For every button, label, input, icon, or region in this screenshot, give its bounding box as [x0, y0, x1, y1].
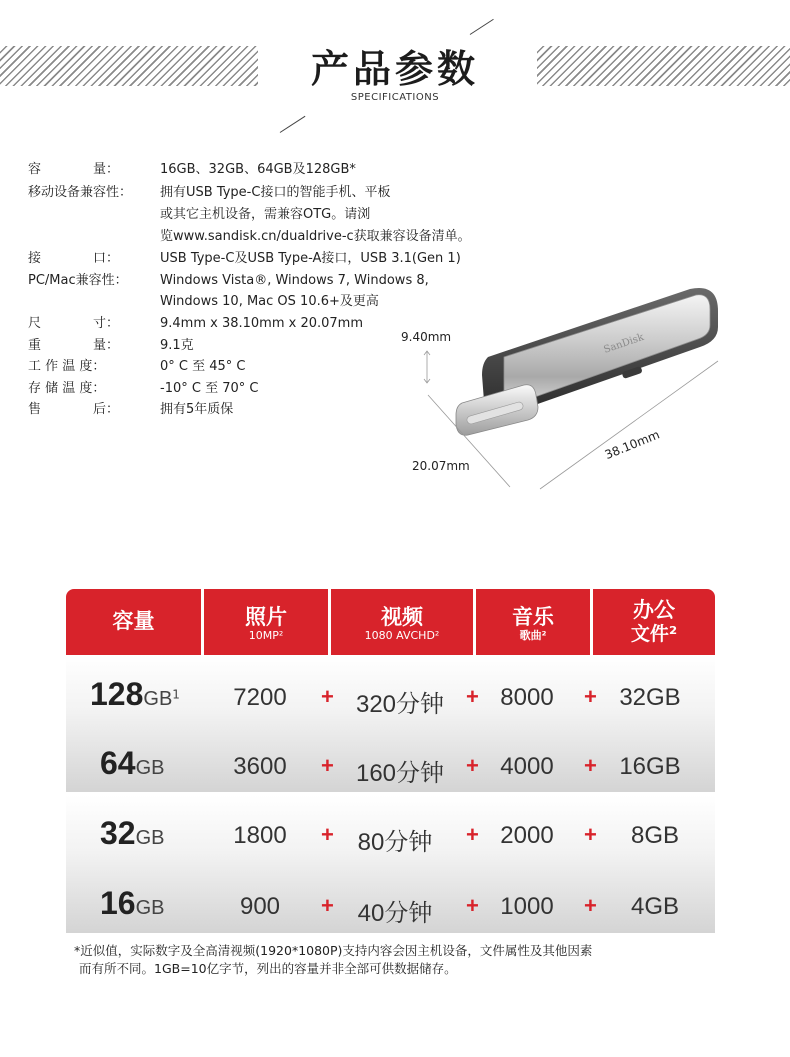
th-video: 视频 1080 AVCHD²	[331, 589, 473, 655]
footnote-line-2: 而有所不同。1GB=10亿字节，列出的容量并非全部可供数据储存。	[79, 961, 457, 976]
spec-row-op-temp: 工 作 温 度： 0° C 至 45° C	[28, 359, 246, 374]
row-video: 80分钟	[357, 829, 433, 856]
plus-sign: +	[466, 753, 479, 778]
row-office: 16GB	[619, 753, 681, 780]
spec-row-compat-cont-1: 或其它主机设备，需兼容OTG。请浏	[160, 207, 371, 222]
row-capacity: 64GB	[100, 745, 165, 781]
spec-row-interface: 接 口： USB Type-C及USB Type-A接口，USB 3.1(Gen 1)	[28, 251, 461, 266]
row-music: 8000	[500, 684, 554, 711]
footnote	[74, 942, 724, 978]
plus-sign: +	[466, 822, 479, 847]
capacity-table-header	[66, 589, 715, 655]
plus-sign: +	[321, 822, 334, 847]
spec-row-compat-cont-2: 览www.sandisk.cn/dualdrive-c获取兼容设备清单。	[160, 229, 471, 244]
header-deco-line-bottom	[280, 116, 306, 133]
row-capacity: 16GB	[100, 885, 165, 921]
row-video: 160分钟	[355, 760, 445, 787]
spec-row-pcmac: PC/Mac兼容性： Windows Vista®, Windows 7, Windows 8,	[28, 273, 429, 288]
plus-sign: +	[584, 893, 597, 918]
plus-sign: +	[321, 893, 334, 918]
row-music: 1000	[500, 893, 554, 920]
row-photo: 3600	[233, 753, 287, 780]
header-deco-line-top	[470, 19, 494, 35]
drive-brand-text: SanDisk	[602, 331, 646, 356]
page-title: 产品参数	[310, 47, 479, 91]
th-capacity: 容量	[66, 589, 201, 655]
row-capacity: 32GB	[100, 815, 165, 851]
plus-sign: +	[321, 684, 334, 709]
row-video: 40分钟	[357, 900, 433, 927]
page-subtitle: SPECIFICATIONS	[350, 92, 440, 103]
th-office: 办公 文件²	[593, 589, 715, 655]
spec-row-pcmac-cont: Windows 10, Mac OS 10.6+及更高	[160, 294, 379, 309]
spec-row-storage-temp: 存 储 温 度： -10° C 至 70° C	[28, 381, 259, 396]
plus-sign: +	[321, 753, 334, 778]
row-music: 4000	[500, 753, 554, 780]
dim-label-width: 20.07mm	[412, 459, 470, 473]
row-photo: 900	[239, 893, 281, 920]
spec-row-compat: 移动设备兼容性： 拥有USB Type-C接口的智能手机、平板	[28, 185, 391, 200]
plus-sign: +	[584, 684, 597, 709]
row-video: 320分钟	[355, 691, 445, 718]
footnote-line-1: *近似值，实际数字及全高清视频(1920*1080P)支持内容会因主机设备，文件属性及其他因素	[74, 943, 593, 958]
row-office: 32GB	[619, 684, 681, 711]
th-photo: 照片 10MP²	[204, 589, 328, 655]
plus-sign: +	[584, 753, 597, 778]
row-capacity: $128GB^1$	[90, 676, 180, 712]
row-photo: 1800	[233, 822, 287, 849]
row-photo: 7200	[233, 684, 287, 711]
plus-sign: +	[466, 684, 479, 709]
spec-row-weight: 重 量： 9.1克	[28, 338, 194, 353]
spec-row-warranty: 售 后： 拥有5年质保	[28, 402, 234, 417]
plus-sign: +	[466, 893, 479, 918]
dim-label-length: 38.10mm	[602, 427, 662, 462]
row-office: 8GB	[630, 822, 680, 849]
row-office: 4GB	[630, 893, 680, 920]
spec-row-size: 尺 寸： 9.4mm x 38.10mm x 20.07mm	[28, 316, 364, 331]
th-music: 音乐 歌曲²	[476, 589, 590, 655]
spec-row-capacity: 容 量： 16GB、32GB、64GB及128GB*	[28, 162, 356, 177]
row-music: 2000	[500, 822, 554, 849]
dim-label-height: 9.40mm	[401, 330, 452, 344]
plus-sign: +	[584, 822, 597, 847]
